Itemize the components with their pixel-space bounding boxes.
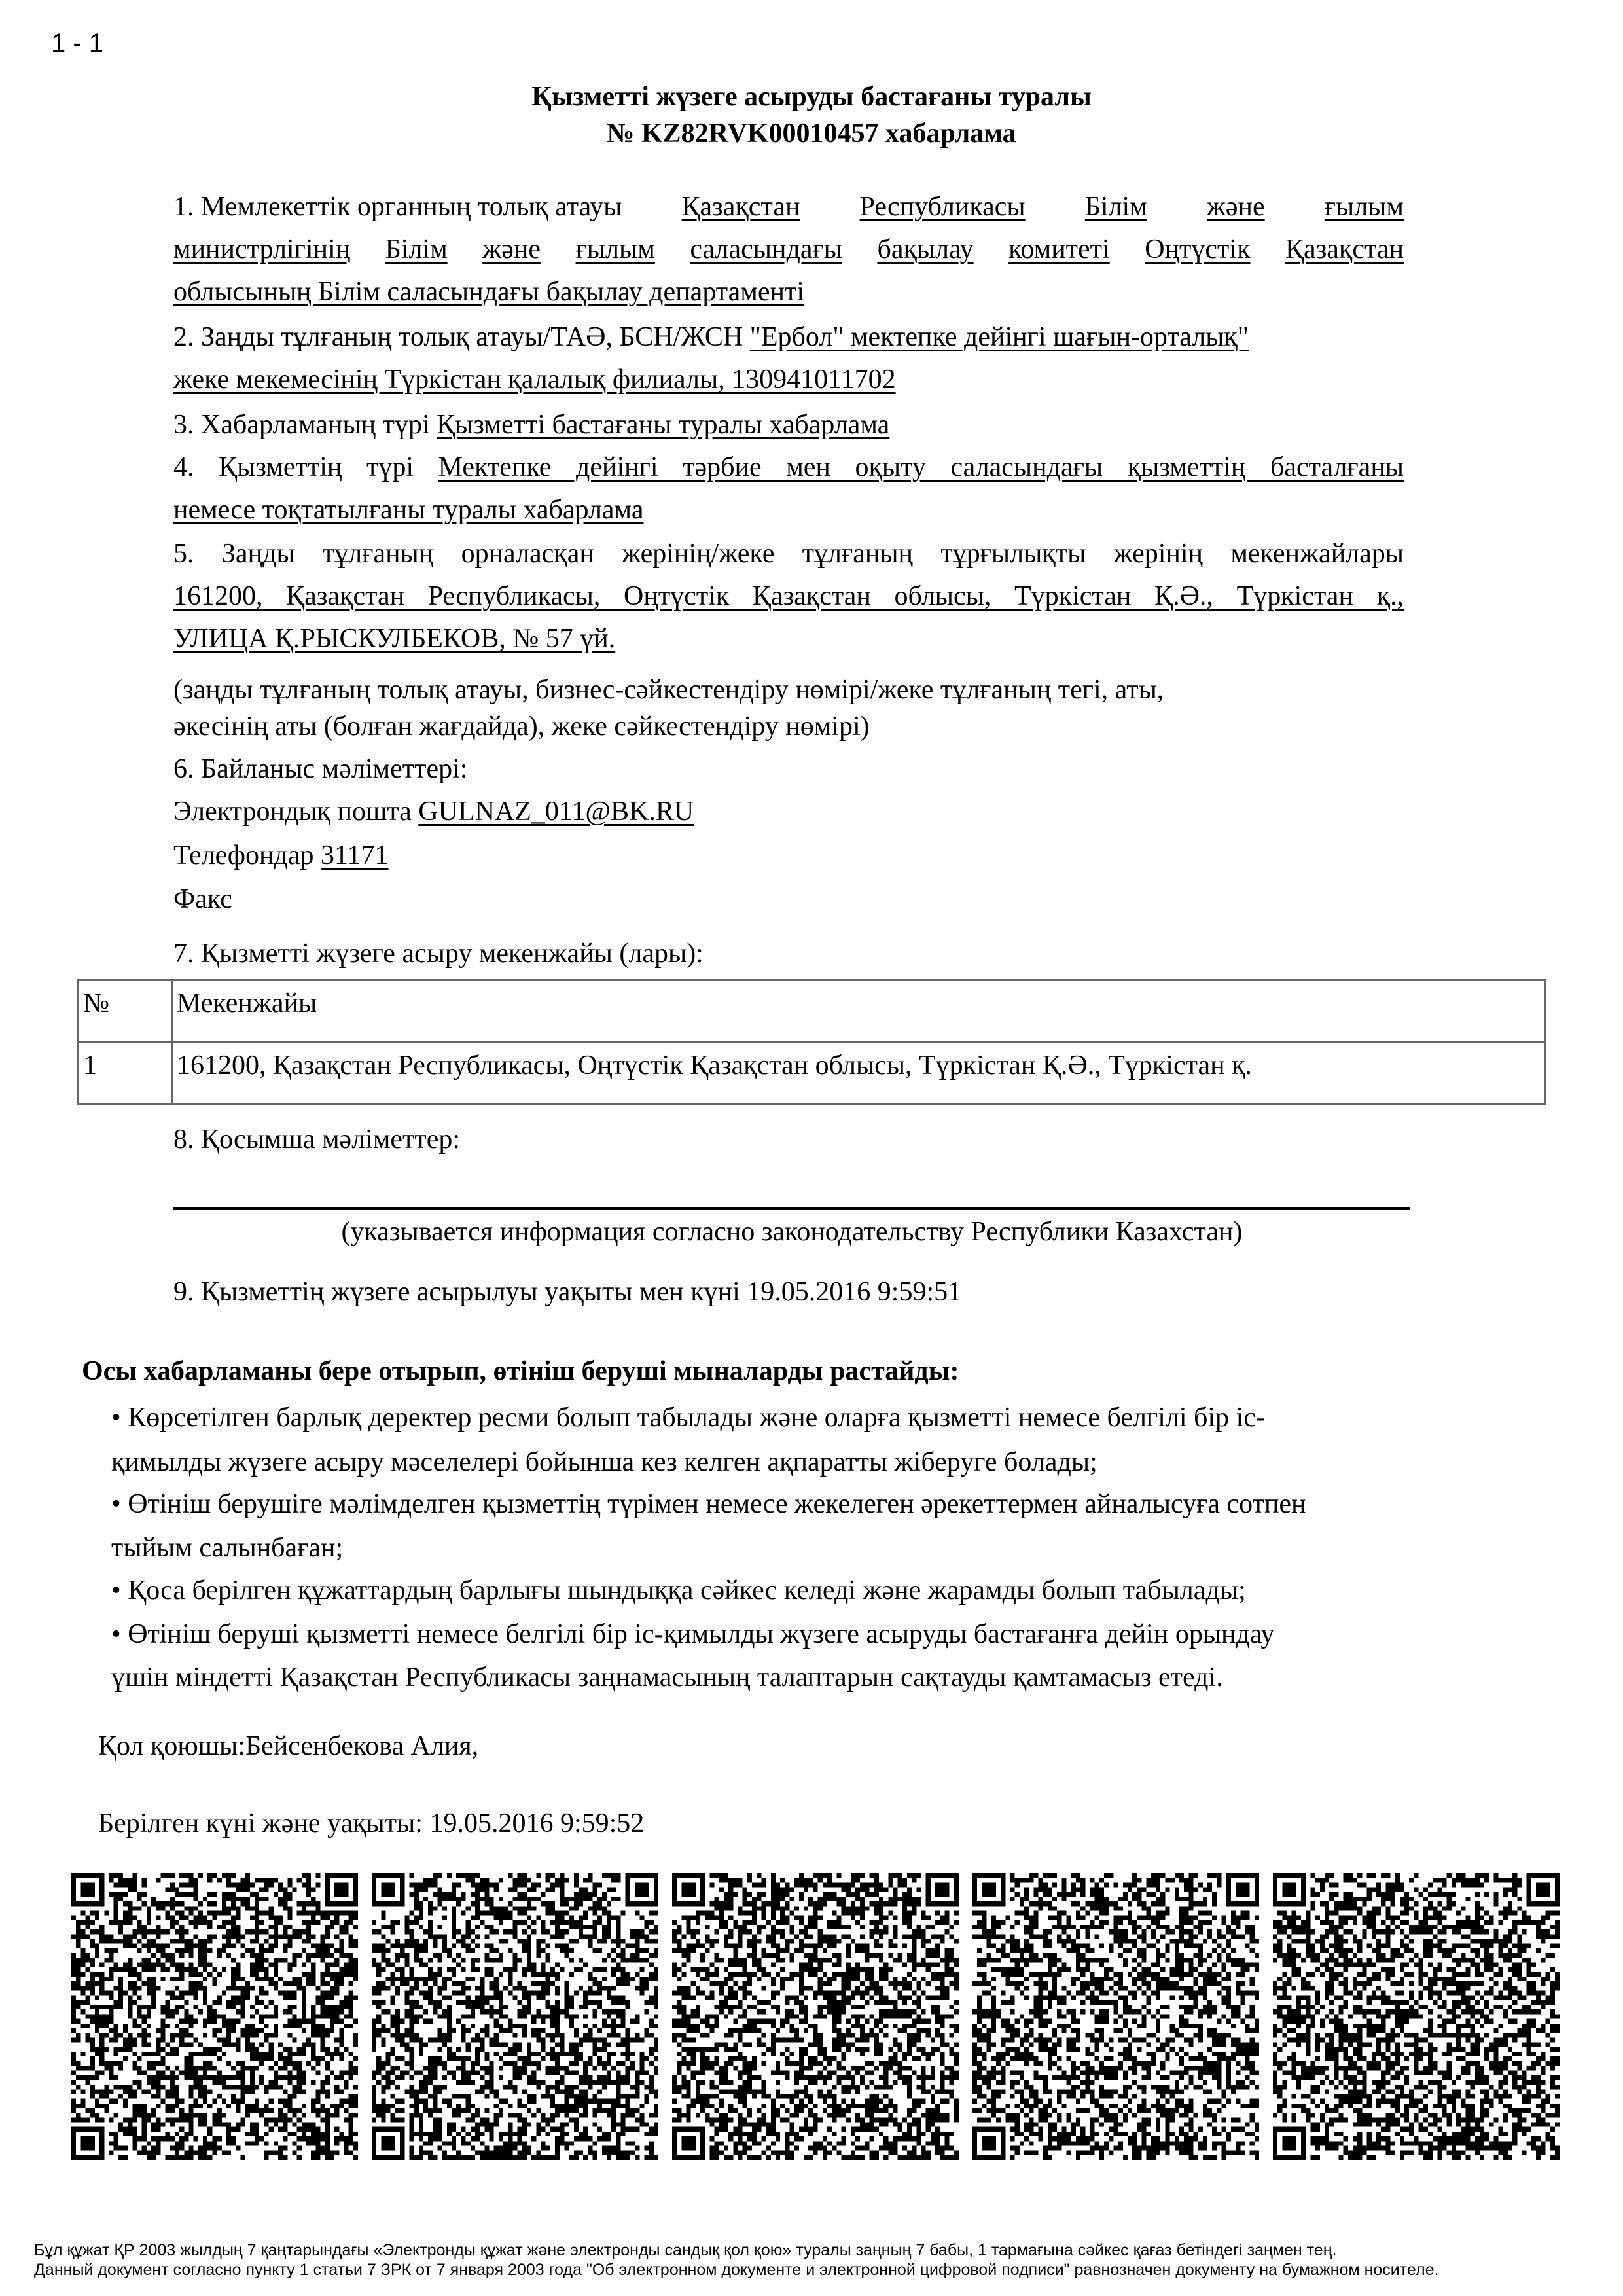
item1-word: комитеті <box>1008 234 1110 264</box>
document-title: Қызметті жүзеге асыруды бастағаны туралы <box>531 82 1092 112</box>
qr-code-icon <box>372 1873 658 2160</box>
confirmation-line: • Өтініш берушіге мәлімделген қызметтің түрімен немесе жекелеген әрекеттермен айналысуға сотпен <box>111 1489 1306 1519</box>
item4-label: 4. Қызметтің түрі <box>173 452 414 482</box>
confirmation-line: • Қоса берілген құжаттардың барлығы шындыққа сәйкес келеді және жарамды болып табылады; <box>111 1575 1246 1605</box>
item1-line1 <box>173 190 1404 223</box>
table-cell-number: 1 <box>79 1043 172 1105</box>
confirmation-line: қимылды жүзеге асыру мәселелері бойынша кез келген ақпаратты жіберуге болады; <box>111 1447 1097 1477</box>
item1-label: 1. Мемлекеттік органның толық атауы <box>173 192 622 222</box>
issued-value: 19.05.2016 9:59:52 <box>429 1808 645 1839</box>
item1-line3 <box>173 276 804 308</box>
item1-word: Оңтүстік <box>1145 234 1251 264</box>
item1-word: Қазақстан <box>681 192 800 222</box>
table-cell-address: 161200, Қазақстан Республикасы, Оңтүстік Қазақстан облысы, Түркістан Қ.Ә., Түркістан қ. <box>172 1043 1546 1105</box>
email-value[interactable]: GULNAZ_011@BK.RU <box>418 797 694 827</box>
item3-value: Қызметті бастағаны туралы хабарлама <box>437 410 890 440</box>
item5-line2 <box>173 580 1404 613</box>
issued-label: Берілген күні және уақыты: <box>98 1808 423 1839</box>
item1-word: Республикасы <box>859 192 1026 222</box>
table-header-number: № <box>79 980 172 1043</box>
item1-word: бақылау <box>877 234 974 264</box>
phone-label: Телефондар <box>173 840 314 870</box>
item1-word: Қазақстан <box>1285 234 1404 264</box>
item1-word: ғылым <box>1324 192 1404 222</box>
item1-word: Білім <box>385 234 448 264</box>
qr-code-icon <box>672 1873 959 2160</box>
qr-code-icon <box>972 1873 1259 2160</box>
item2-value: "Ербол" мектепке дейінгі шағын-орталық" <box>749 322 1249 352</box>
confirmation-line: үшін міндетті Қазақстан Республикасы заңнамасының талаптарын сақтауды қамтамасыз етеді. <box>111 1662 1223 1693</box>
item4-value-cont: немесе тоқтатылғаны туралы хабарлама <box>173 495 644 525</box>
item1-value-end: облысының Білім саласындағы бақылау департаменті <box>173 277 804 307</box>
table-row <box>79 1043 1546 1105</box>
item4-line1 <box>173 451 1404 484</box>
item1-word: ғылым <box>575 234 655 264</box>
note-line1: (заңды тұлғаның толық атауы, бизнес-сәйкестендіру нөмірі/жеке тұлғаның тегі, аты, <box>173 675 1164 705</box>
item2-value-cont: жеке мекемесінің Түркістан қалалық филиалы, 130941011702 <box>173 365 896 395</box>
item5-label: 5. Заңды тұлғаның орналасқан жерінің/жеке тұлғаның тұрғылықты жерінің мекенжайлары <box>173 539 1404 569</box>
item8-caption: (указывается информация согласно законодательству Республики Казахстан) <box>341 1217 1243 1247</box>
table-header-row <box>79 980 1546 1043</box>
email-label: Электрондық пошта <box>173 797 412 827</box>
item5-value: 161200, Қазақстан Республикасы, Оңтүстік Қазақстан облысы, Түркістан Қ.Ә., Түркістан қ., <box>173 581 1404 611</box>
footer-legal-ru: Данный документ согласно пункту 1 статьи 7 ЗРК от 7 января 2003 года "Об электронном документе и электронной цифровой подписи" равнозначен документу на бумажном носителе. <box>34 2261 1439 2279</box>
phone-row <box>173 839 388 872</box>
confirmation-line: тыйым салынбаған; <box>111 1533 344 1563</box>
item6-label: 6. Байланыс мәліметтері: <box>173 754 468 784</box>
address-table <box>77 979 1546 1105</box>
signer-label: Қол қоюшы: <box>98 1731 245 1761</box>
note-line2: әкесінің аты (болған жағдайда), жеке сәйкестендіру нөмірі) <box>173 711 870 742</box>
item5-value-cont: УЛИЦА Қ.РЫСКУЛБЕКОВ, № 57 үй. <box>173 624 616 654</box>
item1-word: саласындағы <box>690 234 842 264</box>
item1-line2 <box>173 233 1404 266</box>
phone-value: 31171 <box>321 840 389 870</box>
item5-line3 <box>173 622 615 655</box>
email-row <box>173 795 694 828</box>
signer <box>98 1730 478 1763</box>
item1-word: Білім <box>1084 192 1147 222</box>
item2-line1 <box>173 321 1249 353</box>
item1-word: және <box>482 234 541 264</box>
item1-word: министрлігінің <box>173 234 351 264</box>
item4-line2 <box>173 493 643 526</box>
item9: 9. Қызметтің жүзеге асырылуы уақыты мен күні 19.05.2016 9:59:51 <box>173 1277 962 1307</box>
item3 <box>173 408 889 441</box>
footer-legal-kz: Бұл құжат ҚР 2003 жылдың 7 қаңтарындағы «Электронды құжат және электронды сандық қол қою» туралы заңның 7 бабы, 1 тармағына сәйкес қағаз бетіндегі заңмен тең. <box>34 2241 1337 2259</box>
issued <box>98 1807 644 1840</box>
additional-info-line <box>173 1207 1410 1210</box>
confirmation-heading: Осы хабарламаны бере отырып, өтініш беруші мыналарды растайды: <box>82 1356 959 1386</box>
qr-code-icon <box>1273 1873 1560 2160</box>
qr-code-icon <box>71 1873 358 2160</box>
item3-label: 3. Хабарламаның түрі <box>173 410 430 440</box>
item1-word: және <box>1206 192 1265 222</box>
document-number: № KZ82RVK00010457 хабарлама <box>607 118 1016 149</box>
fax-label: Факс <box>173 884 232 914</box>
confirmation-line: • Өтініш беруші қызметті немесе белгілі бір іс-қимылды жүзеге асыруды бастағанға дейін орындау <box>111 1619 1275 1649</box>
item7-label: 7. Қызметті жүзеге асыру мекенжайы (лары): <box>173 939 704 969</box>
signer-name: Бейсенбекова Алия, <box>245 1731 479 1761</box>
item4-value: Мектепке дейінгі тәрбие мен оқыту саласындағы қызметтің басталғаны <box>438 452 1404 482</box>
item2-label: 2. Заңды тұлғаның толық атауы/ТАӘ, БСН/ЖСН <box>173 322 743 352</box>
item2-line2 <box>173 363 896 396</box>
item8-label: 8. Қосымша мәліметтер: <box>173 1124 461 1155</box>
page-number: 1 - 1 <box>51 29 104 58</box>
confirmation-line: • Көрсетілген барлық деректер ресми болып табылады және оларға қызметті немесе белгілі бір іс- <box>111 1403 1265 1433</box>
table-header-address: Мекенжайы <box>172 980 1546 1043</box>
